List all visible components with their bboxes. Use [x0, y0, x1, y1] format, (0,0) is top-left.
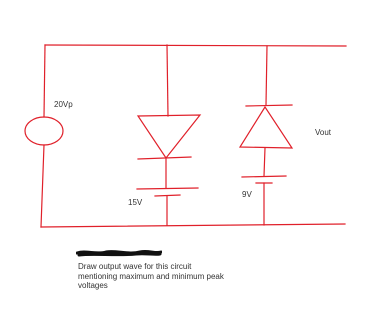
scribble-mark — [76, 249, 162, 257]
diode-15v-symbol — [138, 115, 200, 158]
top-rail-wire — [45, 45, 346, 46]
question-text — [78, 262, 278, 291]
battery-9v-label: 9V — [242, 190, 252, 199]
diode-15v-bar — [138, 157, 191, 159]
output-label: Vout — [315, 128, 332, 137]
question-line-3: voltages — [78, 281, 108, 290]
bottom-rail-wire — [41, 224, 345, 227]
source-label: 20Vp — [54, 100, 73, 109]
diode-9v-symbol — [240, 107, 292, 148]
battery-15v-long-plate — [137, 188, 198, 189]
diode-9v-bar — [246, 105, 292, 106]
source-wire-bottom — [41, 145, 44, 227]
battery-15v-label: 15V — [128, 198, 143, 207]
source-wire-top — [44, 45, 45, 117]
diode-9v-wire-mid — [264, 148, 265, 176]
ac-source-symbol — [25, 117, 63, 145]
diode-9v-wire-top — [266, 46, 267, 105]
question-line-2: mentioning maximum and minimum peak — [78, 271, 224, 281]
diode-15v-wire-top — [167, 45, 168, 116]
battery-9v-long-plate — [242, 176, 286, 177]
question-line-1: Draw output wave for this circuit — [78, 262, 192, 271]
